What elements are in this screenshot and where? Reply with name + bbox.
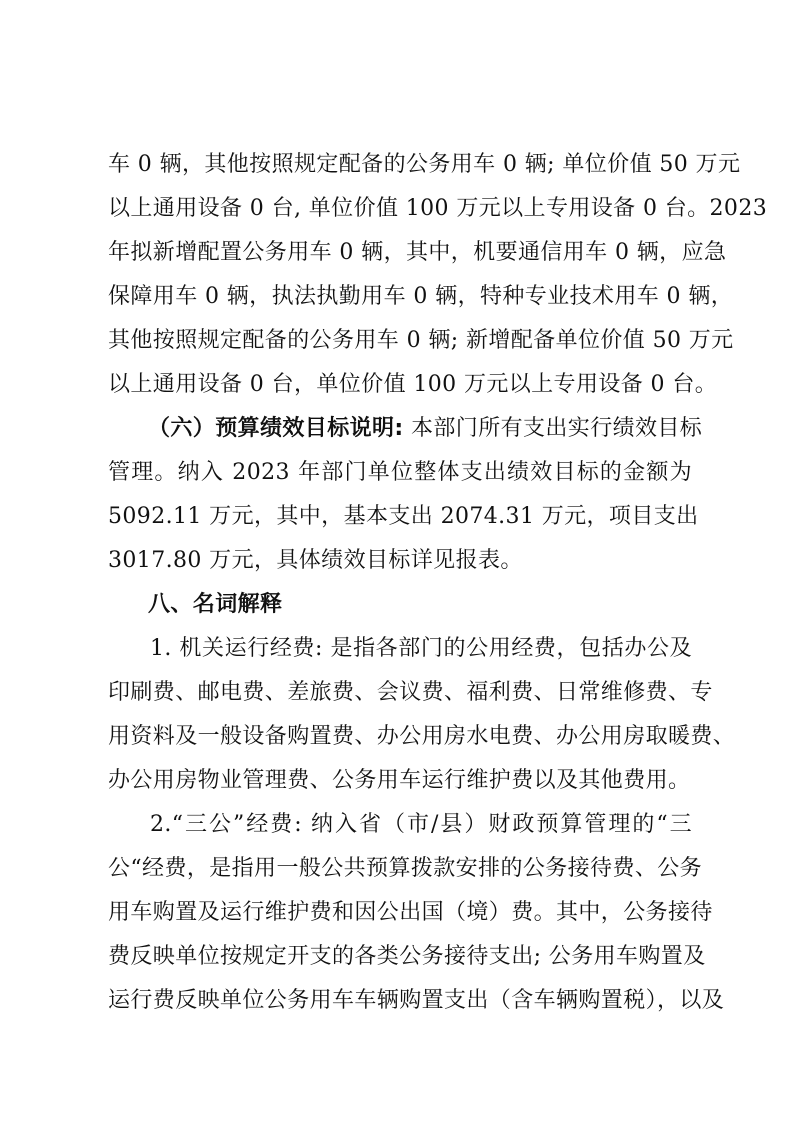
text-line: 用资料及一般设备购置费、办公用房水电费、办公用房取暖费、	[108, 724, 736, 749]
text-line: 保障用车 0 辆，执法执勤用车 0 辆，特种专业技术用车 0 辆，	[108, 284, 734, 309]
text-line: 以上通用设备 0 台, 单位价值 100 万元以上专用设备 0 台。2023	[108, 196, 768, 221]
text-line: 运行费反映单位公务用车车辆购置支出（含车辆购置税），以及	[108, 988, 725, 1013]
text-line: 2.“三公”经费: 纳入省（市/县）财政预算管理的“三	[150, 812, 692, 837]
text-line: 年拟新增配置公务用车 0 辆，其中，机要通信用车 0 辆，应急	[108, 240, 727, 265]
section-heading: 八、名词解释	[148, 592, 283, 617]
text-line: 管理。纳入 2023 年部门单位整体支出绩效目标的金额为	[108, 460, 692, 485]
text-line: 5092.11 万元，其中，基本支出 2074.31 万元，项目支出	[108, 504, 699, 529]
text-line: 以上通用设备 0 台，单位价值 100 万元以上专用设备 0 台。	[108, 372, 718, 397]
text-line: 3017.80 万元，具体绩效目标详见报表。	[108, 548, 523, 573]
paragraph-first-line	[148, 409, 703, 449]
text-line: 1. 机关运行经费: 是指各部门的公用经费，包括办公及	[150, 636, 692, 661]
text-span: 本部门所有支出实行绩效目标	[403, 416, 703, 441]
text-line: 公“经费，是指用一般公共预算拨款安排的公务接待费、公务	[108, 856, 703, 881]
text-line: 其他按照规定配备的公务用车 0 辆; 新增配备单位价值 50 万元	[108, 328, 734, 353]
text-line: 印刷费、邮电费、差旅费、会议费、福利费、日常维修费、专	[108, 680, 713, 705]
text-line: 用车购置及运行维护费和因公出国（境）费。其中，公务接待	[108, 900, 713, 925]
text-line: 费反映单位按规定开支的各类公务接待支出; 公务用车购置及	[108, 944, 706, 969]
text-line: 办公用房物业管理费、公务用车运行维护费以及其他费用。	[108, 768, 691, 793]
text-line: 车 0 辆，其他按照规定配备的公务用车 0 辆; 单位价值 50 万元	[108, 152, 741, 177]
subsection-heading: （六）预算绩效目标说明:	[148, 416, 404, 441]
